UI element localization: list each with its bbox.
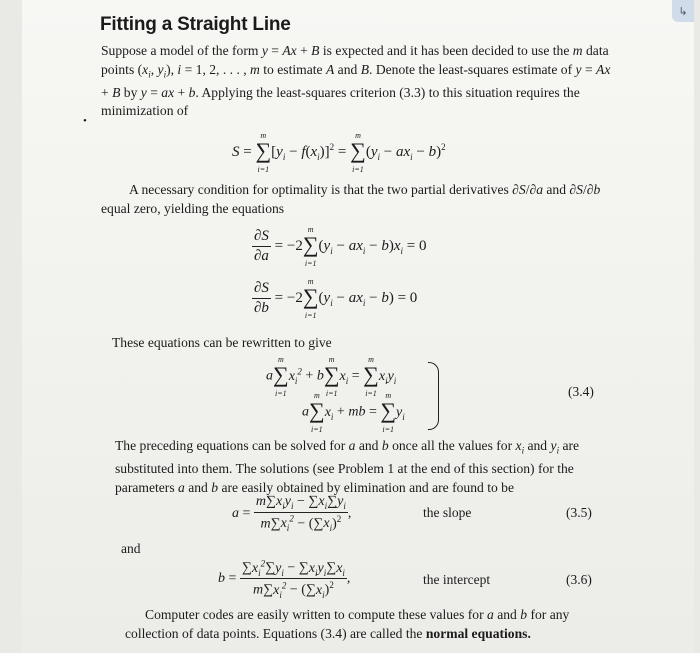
equation-S: S = m ∑ i=1 $[y_i - f(x_i)]^2$ = m ∑ i=1 $(y_i - ax_i - b)^2$: [232, 131, 446, 175]
normal-equation-2: a m ∑ i=1 $x_i$ + mb = m ∑ i=1 $y_i$: [302, 391, 405, 434]
equation-number-3-5: (3.5): [566, 505, 592, 520]
equation-number-3-6: (3.6): [566, 572, 592, 587]
equation-dS-da: $\frac{\partial S}{\partial a}$ = −2 m ∑ i=1 $(y_i - ax_i - b)x_i = 0$: [254, 225, 427, 268]
and-text: and: [121, 541, 141, 556]
equation-number-3-4: (3.4): [568, 384, 594, 399]
intro-text: Suppose a model of the form y = Ax + B is expected and it has been decided to use the m data points ($x_i$, $y_i$), i = 1, 2, . . . , m to estimate A and B. Denote the least-squares estimate of y = Ax + B by y = ax + b. Applying the least-squares criterion (3.3) to this situation requires the minimization of: [101, 43, 611, 119]
closing-paragraph: Computer codes are easily written to compute these values for a and b for any collection of data points. Equations (3.4) are called the normal equations.: [125, 607, 570, 641]
equation-slope: a = $\frac{m\sum x_iy_i - \sum x_i\sum y_i}{m\sum x_i^2 - (\sum x_i)^2}$ ,: [232, 494, 352, 534]
corner-tab-icon: ↳: [672, 0, 694, 22]
intro-paragraph: [101, 42, 621, 121]
normal-equation-1: a m ∑ i=1 $x_i^2 + b$ m ∑ i=1 $x_i$ = m ∑ i=1 $x_iy_i$: [266, 355, 397, 398]
normal-equations-brace: [428, 362, 439, 430]
margin-bullet-icon: •: [83, 115, 87, 127]
intercept-label: the intercept: [423, 572, 491, 587]
slope-label: the slope: [423, 505, 472, 520]
section-title: Fitting a Straight Line: [100, 14, 291, 35]
necessary-condition-paragraph: A necessary condition for optimality is that the two partial derivatives ∂S/∂a and ∂S/∂b equal zero, yielding the equations: [101, 182, 601, 216]
equation-intercept: b = $\frac{\sum x_i^2\sum y_i - \sum x_iy_i\sum x_i}{m\sum x_i^2 - (\sum x_i)^2}$ ,: [218, 558, 351, 600]
equation-dS-db: $\frac{\partial S}{\partial b}$ = −2 m ∑ i=1 $(y_i - ax_i - b) = 0$: [254, 277, 418, 320]
rewritten-text: These equations can be rewritten to give: [112, 335, 332, 350]
solved-paragraph: The preceding equations can be solved for a and b once all the values for $x_i$ and $y_i$ are substituted into them. The solutions (see Problem 1 at the end of this section) for the parameters a and b are easily obtained by elimination and are found to be: [115, 438, 580, 495]
